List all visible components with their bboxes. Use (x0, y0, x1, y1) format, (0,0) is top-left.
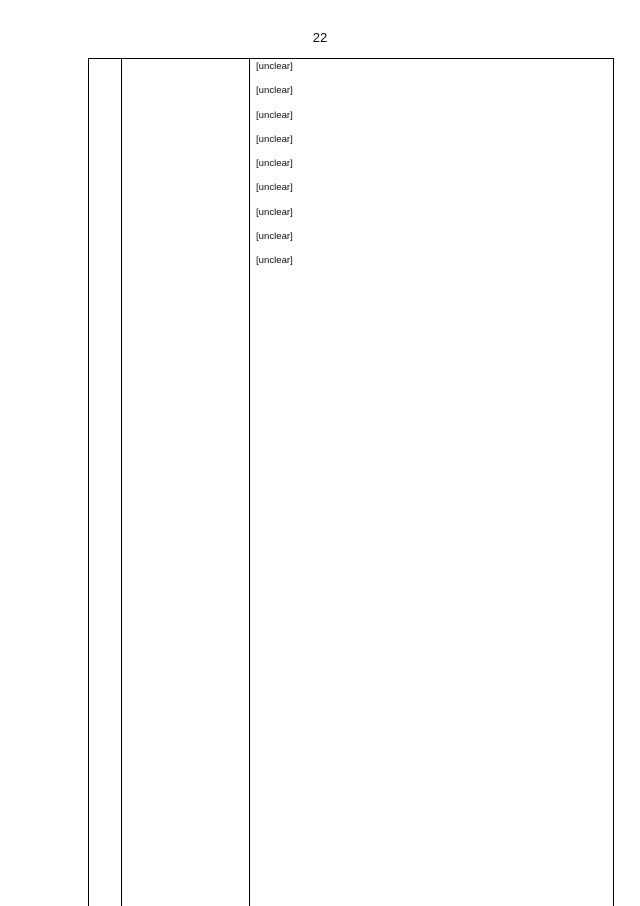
paragraph-h: [unclear] (256, 255, 293, 267)
paragraph-e: [unclear] (256, 182, 293, 194)
paragraph-g: [unclear] (256, 231, 293, 243)
paragraph-a: [unclear] (256, 85, 293, 97)
paragraph-f: [unclear] (256, 206, 293, 218)
table-cell-content (256, 61, 605, 906)
table-column-divider (121, 59, 122, 906)
paragraph-b: [unclear] (256, 109, 293, 121)
document-table (88, 58, 614, 906)
table-column-divider (249, 59, 250, 906)
paragraph-d: [unclear] (256, 158, 293, 170)
intro-paragraph: [unclear] (256, 61, 293, 72)
paragraph-c: [unclear] (256, 133, 293, 145)
page-number: 22 (312, 30, 328, 45)
